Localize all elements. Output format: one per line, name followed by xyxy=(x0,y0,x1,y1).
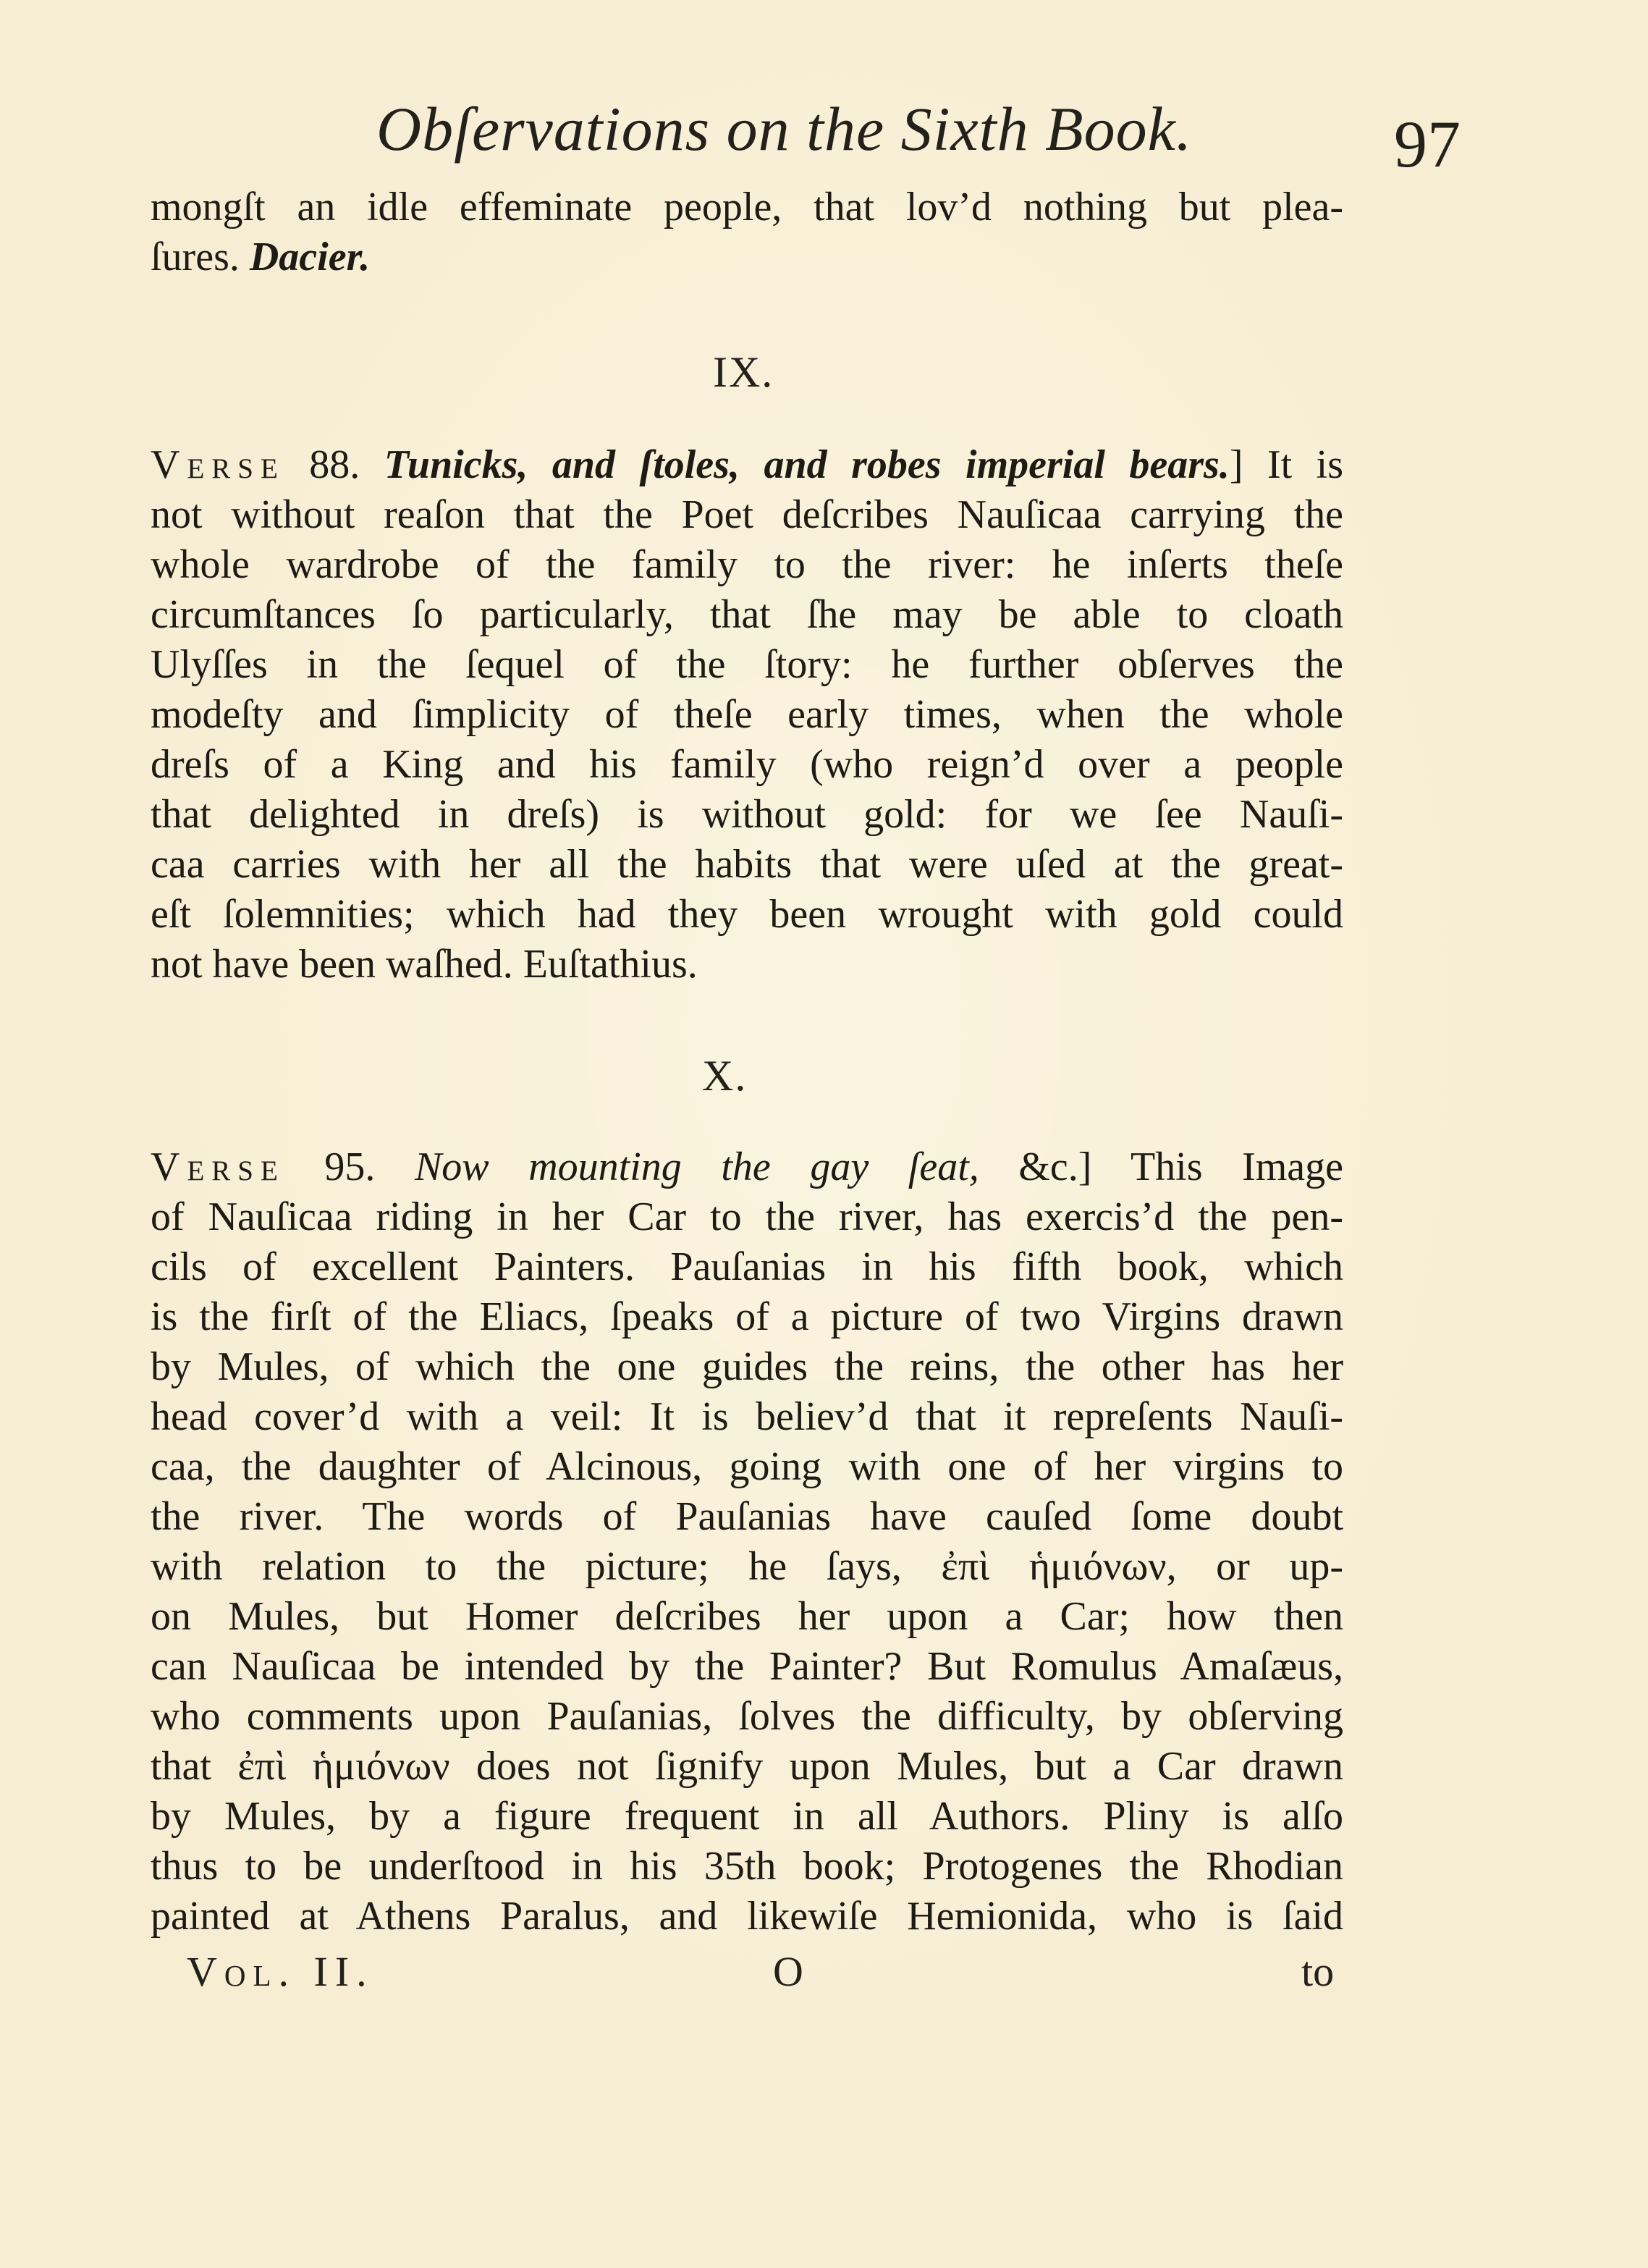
verse-number: 95. xyxy=(324,1144,376,1189)
section-ix-line-5: modeſty and ſimplicity of theſe early times, when the whole xyxy=(151,692,1343,737)
intro-line-2-text: ſures. xyxy=(151,235,240,279)
section-ix-line-2: whole wardrobe of the family to the river: he inſerts theſe xyxy=(151,542,1343,587)
page-number: 97 xyxy=(1394,107,1461,181)
section-x-line-4: by Mules, of which the one guides the reins, the other has her xyxy=(151,1344,1343,1389)
verse-quote: Tunicks, and ſtoles, and robes imperial bears. xyxy=(384,442,1230,487)
volume-label: Vol. II. xyxy=(187,1948,374,1995)
intro-source: Dacier. xyxy=(249,235,371,279)
intro-paragraph xyxy=(151,182,1343,282)
verse-quote-tail: &c.] This Image xyxy=(1018,1144,1343,1189)
section-x-line-3: is the firſt of the Eliacs, ſpeaks of a picture of two Virgins drawn xyxy=(151,1294,1343,1339)
section-x-line-9: on Mules, but Homer deſcribes her upon a Car; how then xyxy=(151,1594,1343,1639)
intro-line-2 xyxy=(151,232,1343,282)
section-ix-line-3: circumſtances ſo particularly, that ſhe may be able to cloath xyxy=(151,592,1343,637)
section-ix-line-0 xyxy=(151,440,1343,490)
section-ix-line-7: that delighted in dreſs) is without gold: for we ſee Nauſi- xyxy=(151,792,1343,837)
verse-quote: Now mounting the gay ſeat, xyxy=(414,1144,979,1189)
signature-mark: O xyxy=(773,1948,803,1995)
section-x-line-13: by Mules, by a figure frequent in all Authors. Pliny is alſo xyxy=(151,1794,1343,1839)
section-x-line-8: with relation to the picture; he ſays, ἐπὶ ἡμιόνων, or up- xyxy=(151,1544,1343,1589)
verse-label: Verse xyxy=(151,1144,285,1189)
section-x-line-1: of Nauſicaa riding in her Car to the river, has exercis’d the pen- xyxy=(151,1194,1343,1239)
section-ix-line-9: eſt ſolemnities; which had they been wrought with gold could xyxy=(151,892,1343,937)
section-x-line-14: thus to be underſtood in his 35th book; Protogenes the Rhodian xyxy=(151,1844,1343,1889)
section-x-heading: X. xyxy=(702,1052,748,1100)
section-ix-line-8: caa carries with her all the habits that were uſed at the great- xyxy=(151,842,1343,887)
section-x-line-11: who comments upon Pauſanias, ſolves the difficulty, by obſerving xyxy=(151,1694,1343,1739)
section-x-line-12: that ἐπὶ ἡμιόνων does not ſignify upon Mules, but a Car drawn xyxy=(151,1744,1343,1789)
verse-number: 88. xyxy=(309,442,360,487)
section-x-line-6: caa, the daughter of Alcinous, going with one of her virgins to xyxy=(151,1444,1343,1489)
section-x-line-2: cils of excellent Painters. Pauſanias in his fifth book, which xyxy=(151,1244,1343,1289)
section-x-line-15: painted at Athens Paralus, and likewiſe Hemionida, who is ſaid xyxy=(151,1894,1343,1939)
running-title: Obſervations on the Sixth Book. xyxy=(376,94,1193,164)
section-ix-line-4: Ulyſſes in the ſequel of the ſtory: he further obſerves the xyxy=(151,642,1343,687)
section-x-paragraph xyxy=(151,1142,1343,1942)
section-x-line-0 xyxy=(151,1142,1343,1192)
verse-quote-tail: ] It is xyxy=(1229,442,1343,487)
intro-line-1: mongſt an idle effeminate people, that lov’d nothing but plea- xyxy=(151,185,1343,229)
section-x-line-7: the river. The words of Pauſanias have cauſed ſome doubt xyxy=(151,1494,1343,1539)
section-ix-line-1: not without reaſon that the Poet deſcribes Nauſicaa carrying the xyxy=(151,492,1343,537)
section-ix-heading: IX. xyxy=(713,348,774,396)
catchword: to xyxy=(1301,1948,1335,1995)
section-ix-line-6: dreſs of a King and his family (who reign’d over a people xyxy=(151,742,1343,787)
section-x-line-10: can Nauſicaa be intended by the Painter? But Romulus Amaſæus, xyxy=(151,1644,1343,1689)
section-x-line-5: head cover’d with a veil: It is believ’d that it repreſents Nauſi- xyxy=(151,1394,1343,1439)
section-ix-paragraph xyxy=(151,440,1343,990)
section-ix-line-10: not have been waſhed. Euſtathius. xyxy=(151,942,698,987)
verse-label: Verse xyxy=(151,442,285,487)
